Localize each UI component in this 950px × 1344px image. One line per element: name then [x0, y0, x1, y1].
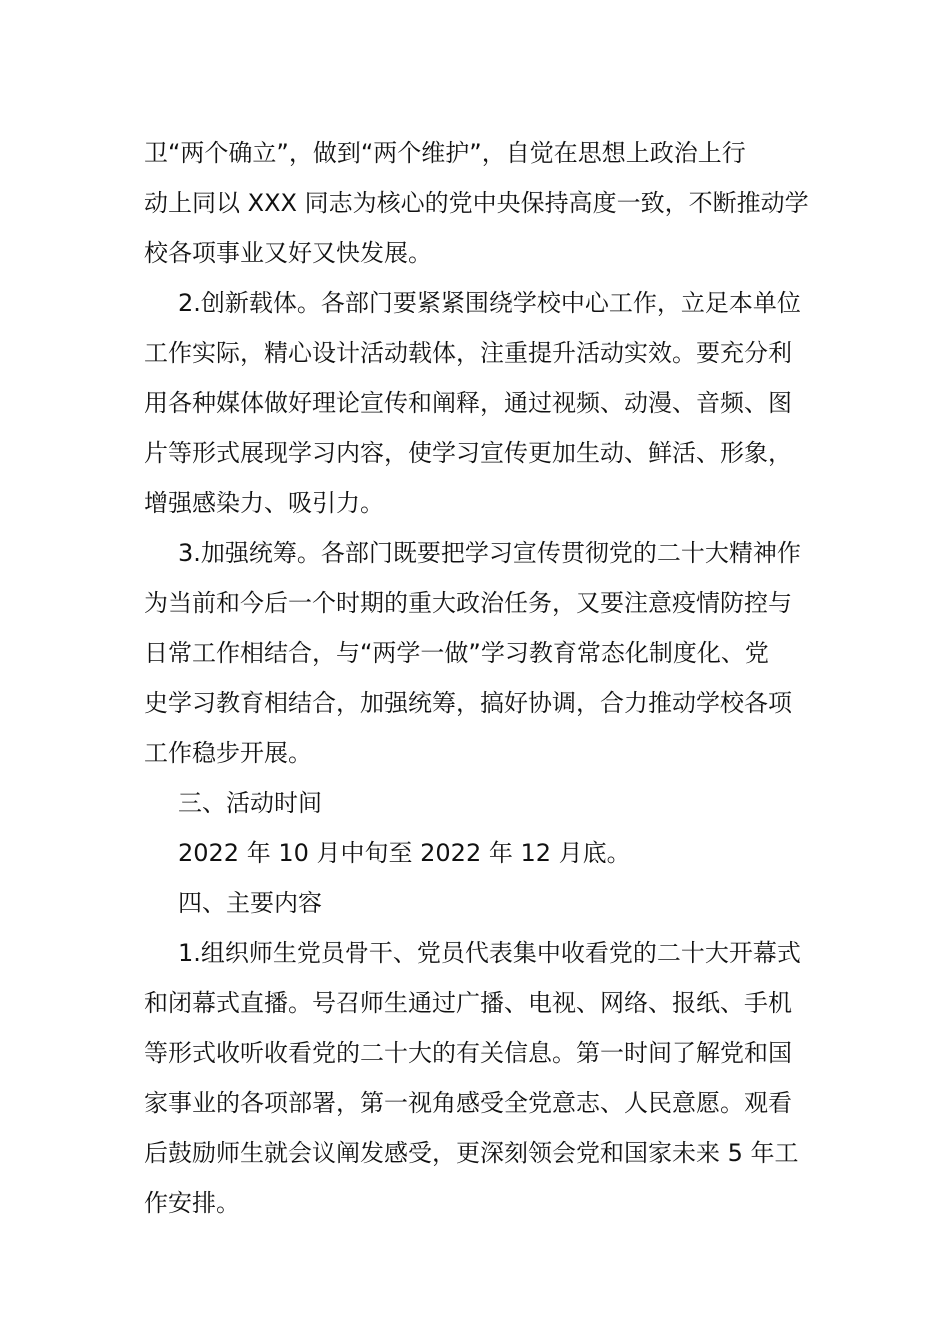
text-line: 片等形式展现学习内容，使学习宣传更加生动、鲜活、形象，	[144, 439, 792, 467]
text-line: 为当前和今后一个时期的重大政治任务，又要注意疫情防控与	[144, 589, 792, 617]
text-line: 工作实际，精心设计活动载体，注重提升活动实效。要充分利	[144, 339, 792, 367]
paragraph-start-line: 1.组织师生党员骨干、党员代表集中收看党的二十大开幕式	[178, 939, 801, 967]
text-line: 作安排。	[144, 1189, 240, 1217]
text-line: 家事业的各项部署，第一视角感受全党意志、人民意愿。观看	[144, 1089, 792, 1117]
text-line: 后鼓励师生就会议阐发感受，更深刻领会党和国家未来 5 年工	[144, 1139, 799, 1167]
text-line: 增强感染力、吸引力。	[144, 489, 384, 517]
text-line: 史学习教育相结合，加强统筹，搞好协调，合力推动学校各项	[144, 689, 792, 717]
text-line: 工作稳步开展。	[144, 739, 312, 767]
section-heading: 四、主要内容	[178, 889, 322, 917]
paragraph-start-line: 2.创新载体。各部门要紧紧围绕学校中心工作，立足本单位	[178, 289, 801, 317]
text-line: 校各项事业又好又快发展。	[144, 239, 432, 267]
text-line: 和闭幕式直播。号召师生通过广播、电视、网络、报纸、手机	[144, 989, 792, 1017]
paragraph-start-line: 3.加强统筹。各部门既要把学习宣传贯彻党的二十大精神作	[178, 539, 801, 567]
text-line: 等形式收听收看党的二十大的有关信息。第一时间了解党和国	[144, 1039, 792, 1067]
text-line: 动上同以 XXX 同志为核心的党中央保持高度一致，不断推动学	[144, 189, 809, 217]
section-heading: 三、活动时间	[178, 789, 322, 817]
text-line: 用各种媒体做好理论宣传和阐释，通过视频、动漫、音频、图	[144, 389, 792, 417]
text-line: 卫“两个确立”，做到“两个维护”，自觉在思想上政治上行	[144, 139, 746, 167]
paragraph-start-line: 2022 年 10 月中旬至 2022 年 12 月底。	[178, 839, 631, 867]
document-body	[144, 128, 808, 1228]
text-line: 日常工作相结合，与“两学一做”学习教育常态化制度化、党	[144, 639, 769, 667]
